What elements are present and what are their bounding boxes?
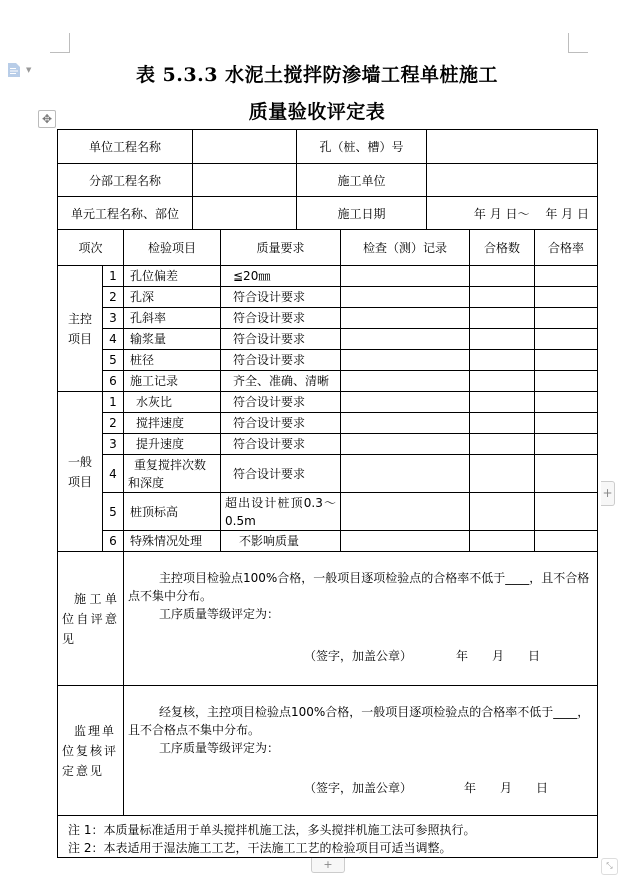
pass-count-cell[interactable] [470, 329, 535, 350]
table-move-handle-icon[interactable]: ✥ [38, 110, 56, 128]
record-cell[interactable] [341, 413, 470, 434]
pass-count-cell[interactable] [470, 434, 535, 455]
record-cell[interactable] [341, 371, 470, 392]
page-corner-mark-left [50, 33, 70, 53]
supervisor-opinion-box[interactable] [124, 686, 597, 816]
quality-requirement: 齐全、准确、清晰 [221, 371, 341, 392]
pass-count-cell[interactable] [470, 392, 535, 413]
unit-project-label: 单位工程名称 [58, 130, 193, 164]
supervisor-opinion-line2: 工序质量等级评定为： [159, 741, 280, 755]
pass-rate-cell[interactable] [535, 287, 597, 308]
note-1: 注 1：本质量标准适用于单头搅拌机施工法，多头搅拌机施工法可参照执行。 [68, 823, 476, 837]
item-number: 5 [103, 493, 124, 531]
record-cell[interactable] [341, 350, 470, 371]
supervisor-sign-date: 年 月 日 [464, 781, 549, 795]
inspection-item: 水灰比 [124, 392, 221, 413]
inspection-item: 桩顶标高 [124, 493, 221, 531]
contractor-opinion-line2: 工序质量等级评定为： [159, 607, 280, 621]
general-items-group-label: 一般项目 [58, 392, 103, 552]
quality-requirement: 符合设计要求 [221, 350, 341, 371]
item-number: 6 [103, 371, 124, 392]
unit-project-value[interactable] [193, 130, 297, 164]
inspection-item: 孔深 [124, 287, 221, 308]
hole-no-value[interactable] [427, 130, 597, 164]
hole-no-label: 孔（桩、槽）号 [297, 130, 427, 164]
add-column-button[interactable]: + [601, 481, 615, 506]
pass-rate-cell[interactable] [535, 350, 597, 371]
division-value[interactable] [193, 164, 297, 197]
item-number: 4 [103, 329, 124, 350]
inspection-item: 桩径 [124, 350, 221, 371]
pass-count-cell[interactable] [470, 493, 535, 531]
record-cell[interactable] [341, 287, 470, 308]
pass-rate-cell[interactable] [535, 329, 597, 350]
supervisor-opinion-text [128, 703, 592, 757]
col-header-pass-rate: 合格率 [535, 230, 597, 266]
inspection-item: 特殊情况处理 [124, 531, 221, 552]
pass-rate-cell[interactable] [535, 413, 597, 434]
pass-count-cell[interactable] [470, 308, 535, 329]
note-2: 注 2：本表适用于湿法施工工艺，干法施工工艺的检验项目可适当调整。 [68, 841, 452, 855]
pass-count-cell[interactable] [470, 287, 535, 308]
pass-rate-cell[interactable] [535, 308, 597, 329]
pass-rate-cell[interactable] [535, 493, 597, 531]
contractor-opinion-box[interactable] [124, 552, 597, 686]
record-cell[interactable] [341, 493, 470, 531]
item-number: 4 [103, 455, 124, 493]
pass-rate-cell[interactable] [535, 434, 597, 455]
inspection-item: 孔位偏差 [124, 266, 221, 287]
quality-requirement: 不影响质量 [221, 531, 341, 552]
quality-requirement: ≦20㎜ [221, 266, 341, 287]
quality-requirement: 符合设计要求 [221, 287, 341, 308]
quality-requirement: 超出设计桩顶0.3～0.5m [221, 493, 341, 531]
contractor-opinion-line1: 主控项目检验点100%合格，一般项目逐项检验点的合格率不低于____，且不合格点不集中分布。 [128, 571, 590, 603]
inspection-item: 搅拌速度 [124, 413, 221, 434]
pass-rate-cell[interactable] [535, 455, 597, 493]
quality-requirement: 符合设计要求 [221, 392, 341, 413]
element-label: 单元工程名称、部位 [58, 197, 193, 230]
record-cell[interactable] [341, 392, 470, 413]
inspection-item: 输浆量 [124, 329, 221, 350]
item-number: 2 [103, 413, 124, 434]
col-header-inspection-item: 检验项目 [124, 230, 221, 266]
quality-requirement: 符合设计要求 [221, 434, 341, 455]
item-number: 2 [103, 287, 124, 308]
inspection-item: 提升速度 [124, 434, 221, 455]
inspection-item: 孔斜率 [124, 308, 221, 329]
contractor-sign-label: （签字，加盖公章） [304, 649, 413, 663]
quality-requirement: 符合设计要求 [221, 308, 341, 329]
pass-count-cell[interactable] [470, 455, 535, 493]
col-header-record: 检查（测）记录 [341, 230, 470, 266]
pass-count-cell[interactable] [470, 413, 535, 434]
contractor-opinion-label-text: 施工单位自评意见 [62, 591, 119, 646]
quality-requirement: 符合设计要求 [221, 413, 341, 434]
contractor-label: 施工单位 [297, 164, 427, 197]
add-row-button[interactable]: + [311, 858, 345, 873]
record-cell[interactable] [341, 434, 470, 455]
col-header-item-no: 项次 [58, 230, 124, 266]
pass-rate-cell[interactable] [535, 266, 597, 287]
division-label: 分部工程名称 [58, 164, 193, 197]
col-header-quality-req: 质量要求 [221, 230, 341, 266]
supervisor-opinion-label-text: 监理单位复核评定意见 [62, 723, 119, 778]
supervisor-opinion-line1: 经复核，主控项目检验点100%合格，一般项目逐项检验点的合格率不低于____，且不合格点不集中分布。 [128, 705, 590, 737]
pass-rate-cell[interactable] [535, 392, 597, 413]
contractor-sign-date: 年 月 日 [456, 649, 541, 663]
pass-rate-cell[interactable] [535, 531, 597, 552]
item-number: 6 [103, 531, 124, 552]
item-number: 3 [103, 308, 124, 329]
col-header-pass-count: 合格数 [470, 230, 535, 266]
item-number: 1 [103, 266, 124, 287]
record-cell[interactable] [341, 329, 470, 350]
pass-count-cell[interactable] [470, 371, 535, 392]
caret-down-icon[interactable]: ▼ [26, 66, 32, 74]
record-cell[interactable] [341, 531, 470, 552]
pass-count-cell[interactable] [470, 531, 535, 552]
evaluation-table [57, 129, 598, 858]
item-number: 3 [103, 434, 124, 455]
contractor-opinion-text [128, 569, 592, 623]
item-number: 5 [103, 350, 124, 371]
date-value[interactable]: 年 月 日～ 年 月 日 [427, 197, 597, 230]
supervisor-sign-label: （签字，加盖公章） [304, 781, 413, 795]
contractor-value[interactable] [427, 164, 597, 197]
supervisor-opinion-label [58, 686, 124, 816]
inspection-item: 重复搅拌次数和深度 [124, 455, 221, 493]
date-label: 施工日期 [297, 197, 427, 230]
page-title-line2: 质量验收评定表 [248, 101, 386, 123]
quality-requirement: 符合设计要求 [221, 455, 341, 493]
pass-count-cell[interactable] [470, 350, 535, 371]
contractor-opinion-label [58, 552, 124, 686]
inspection-item: 施工记录 [124, 371, 221, 392]
quality-requirement: 符合设计要求 [221, 329, 341, 350]
resize-handle-icon[interactable]: ⤡ [601, 858, 618, 875]
record-cell[interactable] [341, 266, 470, 287]
page-corner-mark-right [568, 33, 588, 53]
main-items-group-label: 主控项目 [58, 266, 103, 392]
item-number: 1 [103, 392, 124, 413]
record-cell[interactable] [341, 308, 470, 329]
element-value[interactable] [193, 197, 297, 230]
pass-count-cell[interactable] [470, 266, 535, 287]
page-title-line1: 表 5.3.3 水泥土搅拌防渗墙工程单桩施工 [135, 64, 499, 86]
record-cell[interactable] [341, 455, 470, 493]
pass-rate-cell[interactable] [535, 371, 597, 392]
